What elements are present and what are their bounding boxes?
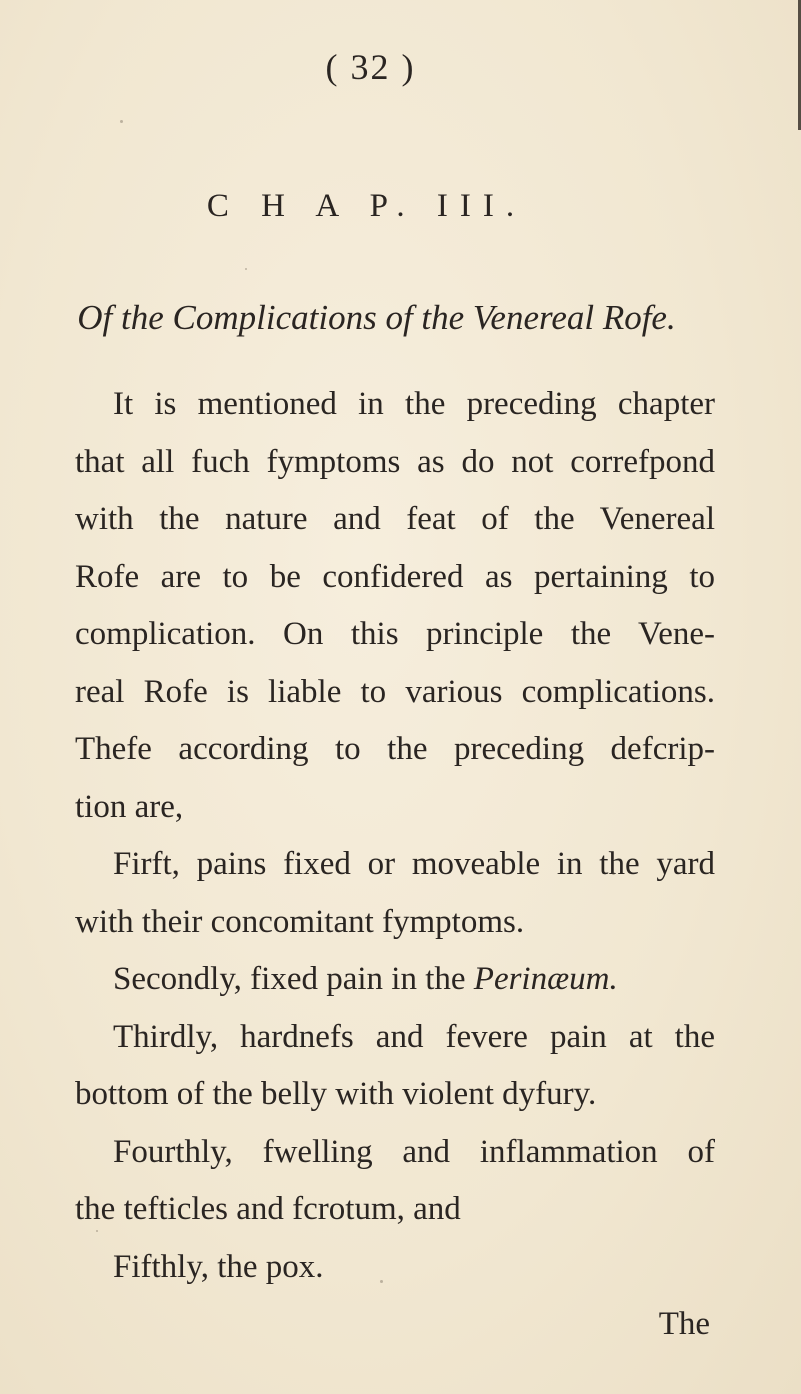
text-line: Rofe are to be confidered as pertaining to	[75, 558, 715, 595]
text-line: Firft, pains fixed or moveable in the yard	[113, 846, 715, 882]
text-line: the tefticles and fcrotum, and	[75, 1191, 461, 1227]
body-text	[75, 376, 715, 1354]
text-line: Thefe according to the preceding defcrip-	[75, 731, 715, 767]
perinaeum-term: Perinæum.	[473, 961, 618, 997]
catchword: The	[658, 1306, 710, 1342]
paper-speck	[612, 872, 615, 875]
section-title: Of the Complications of the Venereal Rofe.	[77, 298, 676, 337]
text-line: Fourthly, fwelling and inflammation of	[113, 1133, 715, 1170]
text-line: It is mentioned in the preceding chapter	[113, 386, 715, 422]
text-line	[75, 951, 715, 1009]
text-line: that all fuch fymptoms as do not correfpond	[75, 443, 715, 480]
paper-speck	[120, 120, 123, 123]
text-line: Fifthly, the pox.	[113, 1248, 324, 1285]
paper-speck	[245, 268, 247, 270]
text-line: tion are,	[75, 788, 184, 825]
text-line: with their concomitant fymptoms.	[75, 903, 525, 940]
text-line: real Rofe is liable to various complications.	[75, 673, 715, 710]
text-line: bottom of the belly with violent dyfury.	[75, 1076, 597, 1112]
page-number: ( 32 )	[325, 47, 416, 87]
text-line: complication. On this principle the Vene-	[75, 616, 715, 652]
text-line: Thirdly, hardnefs and fevere pain at the	[113, 1018, 715, 1055]
text-line: with the nature and feat of the Venereal	[75, 501, 715, 537]
paper-speck	[380, 1280, 383, 1283]
chapter-title: C H A P. III.	[206, 188, 527, 224]
text-fragment: Secondly, fixed pain in the	[113, 961, 474, 997]
paper-speck	[96, 1230, 98, 1232]
